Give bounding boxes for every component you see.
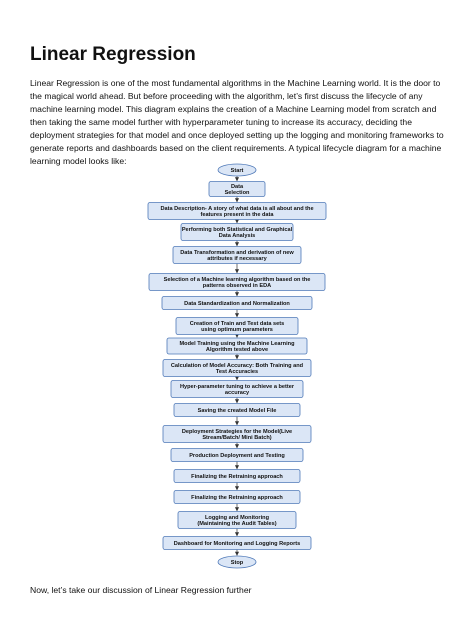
node-label: (Maintaining the Audit Tables) [197,521,277,528]
flow-node-7 [176,318,298,335]
node-label: Data Transformation and derivation of new [180,249,294,256]
node-label: Production Deployment and Testing [189,453,285,459]
intro-paragraph: Linear Regression is one of the most fundamental algorithms in the Machine Learning world. It is the door to the magical world ahead. But before proceeding with the algorithm, let’s first discuss the lifecycle of any machine learning model. This diagram explains the creation of a Machine Learning model from scratch and then taking the same model further with hyperparameter tuning to increase its accuracy, deciding the deployment strategies for that model and once deployed setting up the logging and monitoring frameworks to generate reports and dashboards based on the client requirements. A typical lifecycle diagram for a machine learning model looks like: [30,78,444,166]
flow-node-15 [174,491,300,504]
flow-node-2 [148,203,326,220]
node-label: Data Analysis [218,233,256,240]
flow-node-11 [174,404,300,417]
node-label: Algorithm tested above [205,347,269,354]
flow-node-5 [149,274,325,291]
flow-node-start [218,164,256,176]
node-label: Test Accuracies [215,369,259,376]
node-label: Dashboard for Monitoring and Logging Reports [173,541,301,547]
node-label: Model Training using the Machine Learning [179,340,295,347]
closing-paragraph: Now, let’s take our discussion of Linear Regression further [30,585,252,595]
flow-node-12 [163,426,311,443]
node-label: Hyper-parameter tuning to achieve a better [179,383,295,390]
node-label: Selection of a Machine learning algorithm based on the [163,276,311,283]
flow-node-6 [162,297,312,310]
node-label: Data Standardization and Normalization [184,301,290,307]
flow-node-10 [171,381,303,398]
flow-node-1 [209,182,265,197]
flow-node-14 [174,470,300,483]
node-label: Logging and Monitoring [204,514,270,521]
flow-node-3 [181,224,293,241]
page-title: Linear Regression [30,44,196,65]
flow-node-9 [163,360,311,377]
node-label: Creation of Train and Test data sets [189,320,285,327]
node-label: Performing both Statistical and Graphical [181,226,293,233]
node-label: Finalizing the Retraining approach [191,495,283,501]
node-label: accuracy [224,390,250,397]
node-label: Stop [230,560,244,566]
node-label: patterns observed in EDA [202,283,272,290]
node-label: attributes if necessary [207,256,267,263]
flow-node-16 [178,512,296,529]
node-label: Start [230,168,244,174]
node-label: Data Description- A story of what data is all about and the [160,205,314,212]
node-label: Data [230,183,244,190]
node-label: Stream/Batch/ Mini Batch) [202,435,272,442]
flow-node-17 [163,537,311,550]
node-label: features present in the data [200,212,274,219]
node-label: Saving the created Model File [197,408,277,414]
node-label: using optimum parameters [201,327,273,334]
flow-node-8 [167,338,307,354]
node-label: Finalizing the Retraining approach [191,474,283,480]
node-label: Calculation of Model Accuracy: Both Training and [170,362,304,369]
flow-node-4 [173,247,301,264]
node-label: Deployment Strategies for the Model(Live [181,428,293,435]
flow-node-stop [218,556,256,568]
node-label: Selection [224,190,250,197]
flow-node-13 [171,449,303,462]
